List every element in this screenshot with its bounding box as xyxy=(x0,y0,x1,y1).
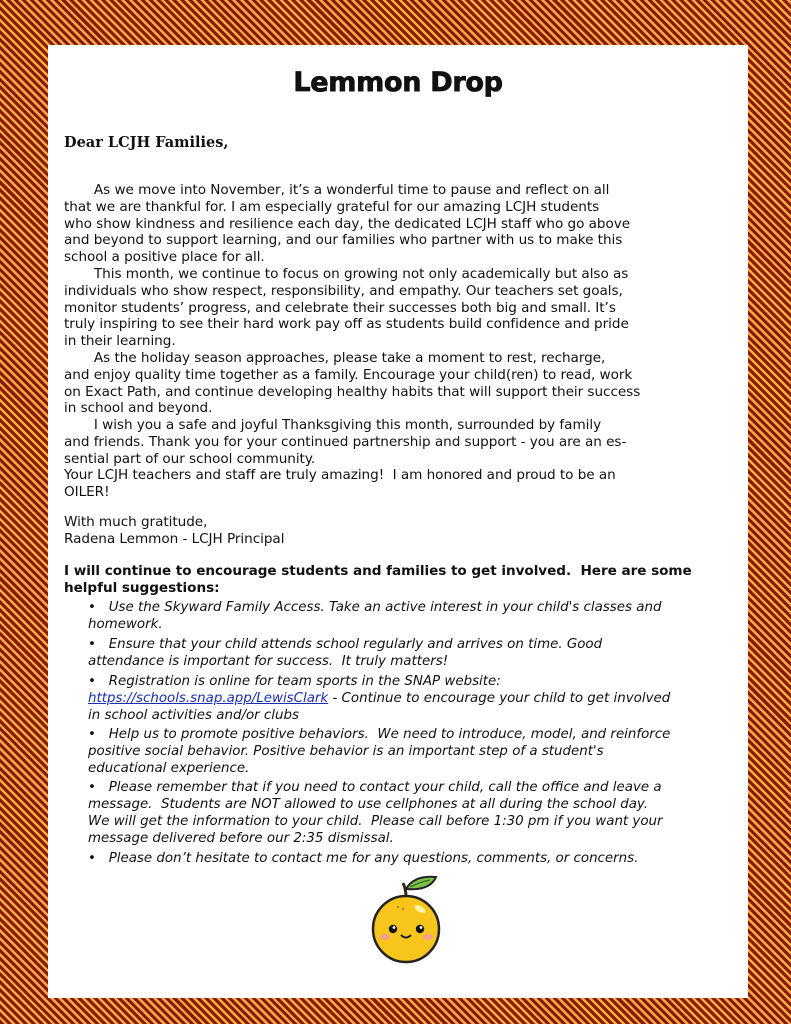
paragraph-4: I wish you a safe and joyful Thanksgiving this month, surrounded by family and friends. Thank you for your continued partnership and support - you are an es- sential part of our school community. Your LCJH teachers and staff are truly amazing! I am honored and proud to be an OILER! xyxy=(64,417,627,500)
bullet-item xyxy=(88,599,661,633)
bullet-item xyxy=(88,636,602,670)
greeting: Dear LCJH Families, xyxy=(64,134,229,151)
suggestions-intro: I will continue to encourage students and families to get involved. Here are some helpful suggestions: xyxy=(64,563,692,596)
newsletter-title: Lemmon Drop xyxy=(293,67,503,98)
paragraph-1: As we move into November, it’s a wonderful time to pause and reflect on all that we are thankful for. I am especially grateful for our amazing LCJH students who show kindness and resilience each day, the dedicated LCJH staff who go above and beyond to support learning, and our families who partner with us to make this school a positive place for all. xyxy=(64,182,631,265)
bullet-icon: • xyxy=(88,637,96,652)
newsletter-page xyxy=(48,45,748,998)
bullet-icon: • xyxy=(88,727,96,742)
bullet-text: Please remember that if you need to contact your child, call the office and leave a message. Students are NOT allowed to use cellphones at all during the school day. We will get the information to your child. Please call before 1:30 pm if you want your message delivered before our 2:35 dismissal. xyxy=(88,780,663,846)
bullet-text: Registration is online for team sports in the SNAP website: xyxy=(108,674,501,689)
bullet-text: Use the Skyward Family Access. Take an active interest in your child's classes and homework. xyxy=(88,600,662,632)
bullet-item xyxy=(88,673,670,724)
signoff: With much gratitude, Radena Lemmon - LCJH Principal xyxy=(64,514,285,547)
bullet-text: Help us to promote positive behaviors. We need to introduce, model, and reinforce positive social behavior. Positive behavior is an important step of a student's educational experience. xyxy=(88,727,671,776)
bullet-text: Please don’t hesitate to contact me for any questions, comments, or concerns. xyxy=(108,851,639,866)
bullet-icon: • xyxy=(88,674,96,689)
bullet-item xyxy=(88,726,670,777)
bullet-text: Ensure that your child attends school regularly and arrives on time. Good attendance is important for success. It truly matters! xyxy=(88,637,603,669)
bullet-item xyxy=(88,850,638,867)
bullet-icon: • xyxy=(88,600,96,615)
snap-website-link[interactable]: https://schools.snap.app/LewisClark xyxy=(88,691,329,706)
bullet-icon: • xyxy=(88,780,96,795)
paragraph-2: This month, we continue to focus on growing not only academically but also as individuals who show respect, responsibility, and empathy. Our teachers set goals, monitor students’ progress, and celebrate their successes both big and small. It’s truly inspiring to see their hard work pay off as students build confidence and pride in their learning. xyxy=(64,266,629,349)
bullet-icon: • xyxy=(88,851,96,866)
paragraph-3: As the holiday season approaches, please take a moment to rest, recharge, and enjoy quality time together as a family. Encourage your child(ren) to read, work on Exact Path, and continue developing healthy habits that will support their success in school and beyond. xyxy=(64,350,641,417)
bullet-item xyxy=(88,779,663,847)
lemon-mascot-icon xyxy=(370,875,444,965)
bullet-text: - Continue to encourage your child to get involved in school activities and/or clubs xyxy=(88,691,671,723)
